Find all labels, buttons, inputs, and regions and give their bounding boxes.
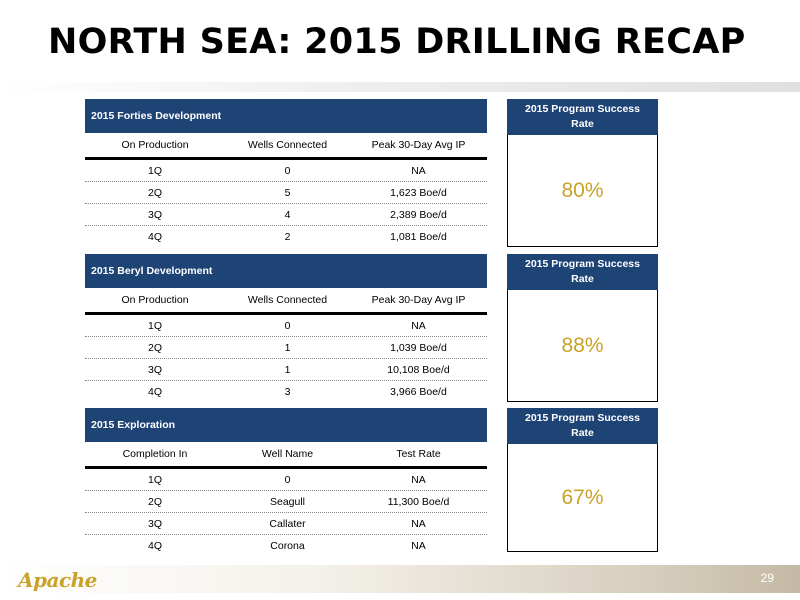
table-row <box>85 204 487 226</box>
page-title: NORTH SEA: 2015 DRILLING RECAP <box>48 22 746 62</box>
table-cell: 1,039 Boe/d <box>390 341 447 354</box>
column-headers <box>85 442 487 469</box>
success-rate-value: 88% <box>507 290 658 402</box>
column-header: Test Rate <box>396 448 441 460</box>
table-cell: 0 <box>284 473 291 486</box>
table-cell: 2 <box>284 230 291 243</box>
table-row <box>85 315 487 337</box>
table-cell: Callater <box>269 517 306 530</box>
column-header: Well Name <box>261 448 314 460</box>
beryl-table <box>85 254 487 402</box>
beryl-success-box <box>507 254 658 402</box>
success-rate-value: 67% <box>507 444 658 552</box>
column-headers <box>85 133 487 160</box>
table-cell: 10,108 Boe/d <box>387 363 450 376</box>
table-cell: 0 <box>284 319 291 332</box>
table-cell: NA <box>411 473 426 486</box>
table-row <box>85 359 487 381</box>
page-number: 29 <box>760 571 774 585</box>
table-cell: 2,389 Boe/d <box>390 208 447 221</box>
table-cell: 0 <box>284 164 291 177</box>
success-rate-label: 2015 Program Success Rate <box>507 254 658 290</box>
table-cell: 2Q <box>147 186 162 199</box>
forties-table <box>85 99 487 247</box>
table-cell: NA <box>411 164 426 177</box>
table-header: 2015 Forties Development <box>85 99 487 133</box>
table-cell: 3 <box>284 385 291 398</box>
table-row <box>85 226 487 247</box>
title-divider <box>0 82 800 92</box>
table-cell: 4Q <box>147 230 162 243</box>
table-cell: 3,966 Boe/d <box>390 385 447 398</box>
column-header: Completion In <box>122 448 188 460</box>
success-rate-label: 2015 Program Success Rate <box>507 408 658 444</box>
table-cell: Corona <box>270 539 305 552</box>
forties-success-box <box>507 99 658 247</box>
column-header: Peak 30-Day Avg IP <box>371 294 466 306</box>
footer-band <box>0 565 800 593</box>
table-cell: 1 <box>284 341 291 354</box>
table-cell: 2Q <box>147 341 162 354</box>
table-cell: NA <box>411 517 426 530</box>
exploration-table <box>85 408 487 556</box>
table-cell: 1,081 Boe/d <box>390 230 447 243</box>
table-row <box>85 491 487 513</box>
success-rate-label: 2015 Program Success Rate <box>507 99 658 135</box>
table-cell: 4Q <box>147 539 162 552</box>
table-row <box>85 513 487 535</box>
table-cell: 1Q <box>147 164 162 177</box>
table-cell: 4 <box>284 208 291 221</box>
column-headers <box>85 288 487 315</box>
table-cell: 1Q <box>147 319 162 332</box>
exploration-success-box <box>507 408 658 552</box>
column-header: On Production <box>121 139 189 151</box>
table-row <box>85 535 487 556</box>
column-header: Peak 30-Day Avg IP <box>371 139 466 151</box>
table-cell: NA <box>411 539 426 552</box>
column-header: Wells Connected <box>247 139 328 151</box>
table-cell: NA <box>411 319 426 332</box>
table-cell: 1Q <box>147 473 162 486</box>
table-cell: 3Q <box>147 363 162 376</box>
table-header: 2015 Beryl Development <box>85 254 487 288</box>
success-rate-value: 80% <box>507 135 658 247</box>
table-cell: 3Q <box>147 517 162 530</box>
table-cell: 1,623 Boe/d <box>390 186 447 199</box>
table-row <box>85 381 487 402</box>
table-cell: 4Q <box>147 385 162 398</box>
table-row <box>85 182 487 204</box>
table-cell: Seagull <box>269 495 306 508</box>
table-cell: 11,300 Boe/d <box>387 495 450 508</box>
column-header: Wells Connected <box>247 294 328 306</box>
column-header: On Production <box>121 294 189 306</box>
table-row <box>85 160 487 182</box>
table-cell: 1 <box>284 363 291 376</box>
table-header: 2015 Exploration <box>85 408 487 442</box>
table-cell: 3Q <box>147 208 162 221</box>
table-cell: 2Q <box>147 495 162 508</box>
table-cell: 5 <box>284 186 291 199</box>
table-row <box>85 337 487 359</box>
table-row <box>85 469 487 491</box>
apache-logo: Apache <box>18 568 97 592</box>
